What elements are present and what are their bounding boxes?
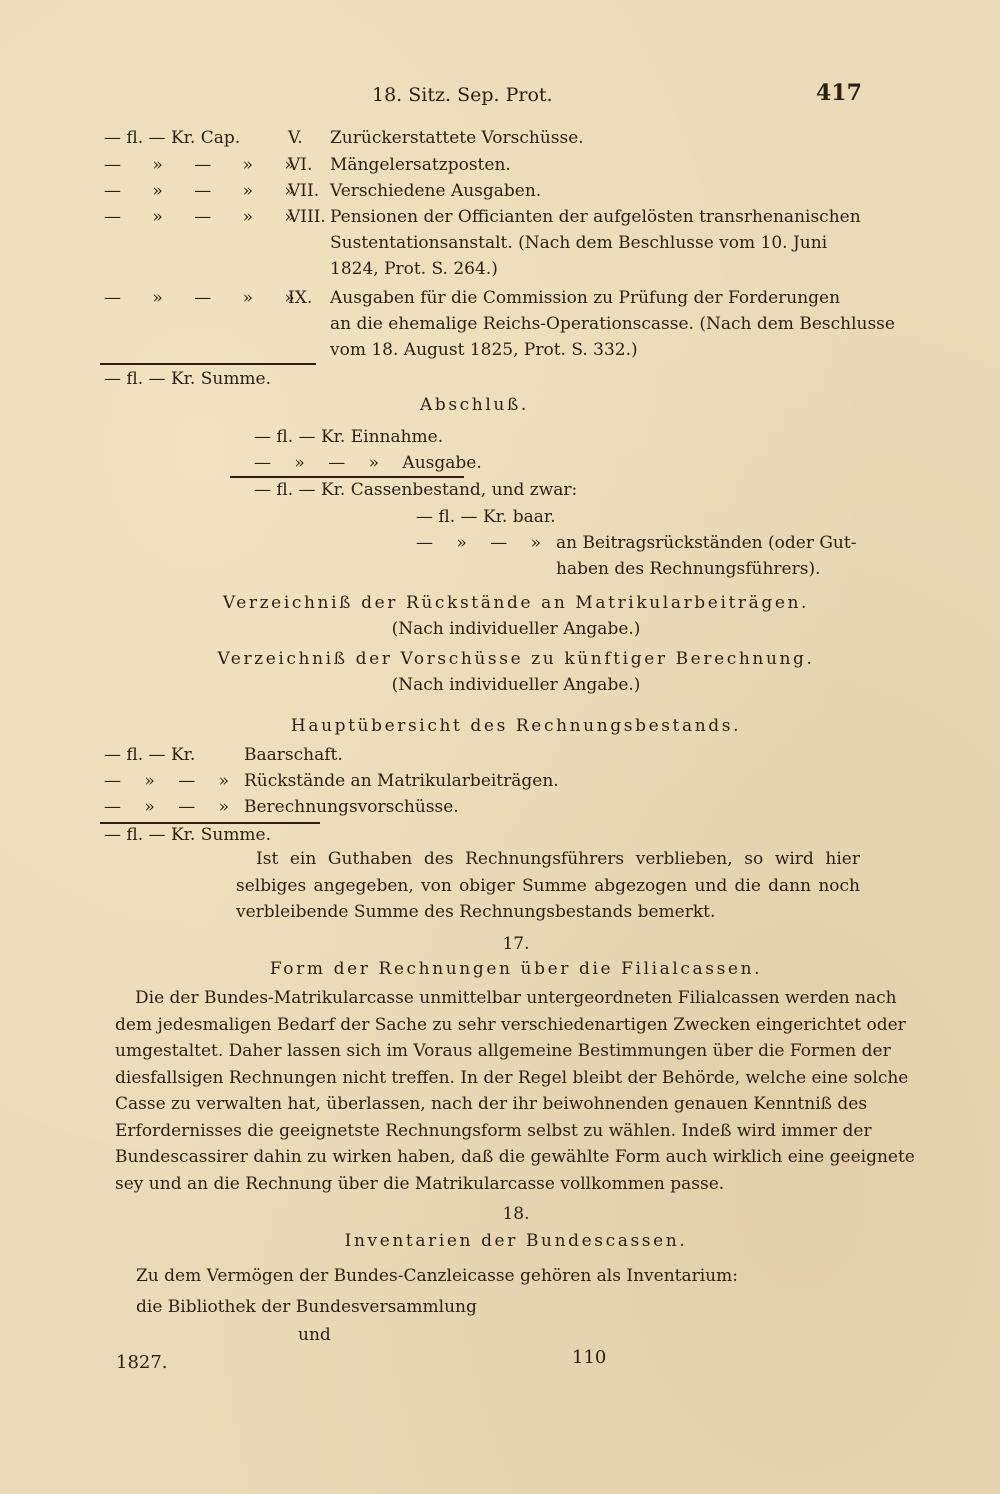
rueckstand-text-1: an Beitragsrückständen (oder Gut- xyxy=(556,533,857,553)
section-17-title: Form der Rechnungen über die Filialcassen. xyxy=(269,959,763,979)
chapter-ix-roman: IX. xyxy=(288,288,313,308)
section-17-line-4: diesfallsigen Rechnungen nicht treffen. In der Regel bleibt der Behörde, welche eine solche xyxy=(115,1067,909,1088)
verzeichnis-vorschuesse-title: Verzeichniß der Vorschüsse zu künftiger Berechnung. xyxy=(217,649,815,669)
haupt-row-1-label: Baarschaft. xyxy=(244,745,343,765)
chapter-vi-amounts: — » — » » xyxy=(104,155,295,175)
einnahme-line: — fl. — Kr. Einnahme. xyxy=(254,427,444,447)
footer-year: 1827. xyxy=(116,1352,168,1373)
verzeichnis-rueckstaende-title: Verzeichniß der Rückstände an Matrikularbeiträgen. xyxy=(222,593,810,613)
running-title: 18. Sitz. Sep. Prot. xyxy=(372,84,553,106)
haupt-note-line-3: verbleibende Summe des Rechnungsbestands bemerkt. xyxy=(236,902,716,922)
abschluss-heading: Abschluß. xyxy=(420,395,529,415)
chapter-vi-roman: VI. xyxy=(288,155,313,175)
section-18-line-2: die Bibliothek der Bundesversammlung xyxy=(136,1297,477,1317)
chapter-ix-text-3: vom 18. August 1825, Prot. S. 332.) xyxy=(330,340,638,360)
chapter-vii-text: Verschiedene Ausgaben. xyxy=(330,181,542,201)
section-17-line-7: Bundescassirer dahin zu wirken haben, daß die gewählte Form auch wirklich eine geeignete xyxy=(115,1147,915,1167)
section-17-line-6: Erfordernisses die geeignetste Rechnungsform selbst zu wählen. Indeß wird immer der xyxy=(115,1120,872,1141)
verzeichnis-vorschuesse-note: (Nach individueller Angabe.) xyxy=(391,675,641,695)
haupt-sum-line: — fl. — Kr. Summe. xyxy=(104,825,272,845)
chapter-viii-text-1: Pensionen der Officianten der aufgelösten transrhenanischen xyxy=(330,207,861,227)
chapter-v-amounts: — fl. — Kr. Cap. xyxy=(104,128,241,148)
chapter-vii-amounts: — » — » » xyxy=(104,181,295,201)
haupt-note-line-2: selbiges angegeben, von obiger Summe abgezogen und die dann noch xyxy=(236,875,860,896)
section-18-title: Inventarien der Bundescassen. xyxy=(344,1231,688,1251)
chapter-ix-amounts: — » — » » xyxy=(104,288,295,308)
chapter-viii-text-3: 1824, Prot. S. 264.) xyxy=(330,259,498,279)
section-17-line-1: Die der Bundes-Matrikularcasse unmittelbar untergeordneten Filialcassen werden nach xyxy=(135,988,897,1008)
verzeichnis-rueckstaende-note: (Nach individueller Angabe.) xyxy=(391,619,641,639)
haupt-note-line-1: Ist ein Guthaben des Rechnungsführers verblieben, so wird hier xyxy=(256,849,860,869)
hauptuebersicht-title: Hauptübersicht des Rechnungsbestands. xyxy=(290,716,742,736)
chapter-v-text: Zurückerstattete Vorschüsse. xyxy=(330,128,584,148)
section-17-line-3: umgestaltet. Daher lassen sich im Voraus allgemeine Bestimmungen über die Formen der xyxy=(115,1041,891,1061)
haupt-row-2-amounts: — » — » xyxy=(104,771,230,791)
section-17-line-2: dem jedesmaligen Bedarf der Sache zu sehr verschiedenartigen Zwecken eingerichtet oder xyxy=(115,1014,906,1035)
section-18-line-3: und xyxy=(298,1325,331,1345)
rueckstand-text-2: haben des Rechnungsführers). xyxy=(556,559,821,579)
section-17-line-8: sey und an die Rechnung über die Matrikularcasse vollkommen passe. xyxy=(115,1173,725,1194)
haupt-row-3-label: Berechnungsvorschüsse. xyxy=(244,797,459,817)
ausgabe-line: — » — » Ausgabe. xyxy=(254,453,482,473)
chapter-viii-text-2: Sustentationsanstalt. (Nach dem Beschlusse vom 10. Juni xyxy=(330,233,828,253)
chapter-viii-roman: VIII. xyxy=(288,207,326,227)
rueckstand-amounts: — » — » xyxy=(416,533,542,553)
chapter-v-roman: V. xyxy=(288,128,303,148)
section-17-number: 17. xyxy=(502,934,530,954)
haupt-note-paragraph xyxy=(236,846,860,926)
baar-line: — fl. — Kr. baar. xyxy=(416,507,556,527)
haupt-row-2-label: Rückstände an Matrikularbeiträgen. xyxy=(244,771,559,791)
section-18-line-1: Zu dem Vermögen der Bundes-Canzleicasse gehören als Inventarium: xyxy=(136,1266,738,1286)
chapter-viii-amounts: — » — » » xyxy=(104,207,295,227)
footer-signature: 110 xyxy=(572,1347,607,1368)
haupt-row-1-amounts: — fl. — Kr. xyxy=(104,745,196,765)
haupt-row-3-amounts: — » — » xyxy=(104,797,230,817)
chapter-vi-text: Mängelersatzposten. xyxy=(330,155,511,175)
section-17-paragraph xyxy=(115,985,915,1197)
chapter-ix-text-1: Ausgaben für die Commission zu Prüfung der Forderungen xyxy=(330,288,841,308)
cassenbestand-line: — fl. — Kr. Cassenbestand, und zwar: xyxy=(254,480,578,500)
section-17-line-5: Casse zu verwalten hat, überlassen, nach der ihr beiwohnenden genauen Kenntniß des xyxy=(115,1094,868,1114)
sum-rule xyxy=(100,363,316,365)
abschluss-rule xyxy=(230,476,464,478)
section-18-number: 18. xyxy=(502,1204,530,1224)
chapter-ix-text-2: an die ehemalige Reichs-Operationscasse. (Nach dem Beschlusse xyxy=(330,314,895,334)
sum-line: — fl. — Kr. Summe. xyxy=(104,369,272,389)
chapter-vii-roman: VII. xyxy=(288,181,320,201)
page-number: 417 xyxy=(816,80,862,106)
